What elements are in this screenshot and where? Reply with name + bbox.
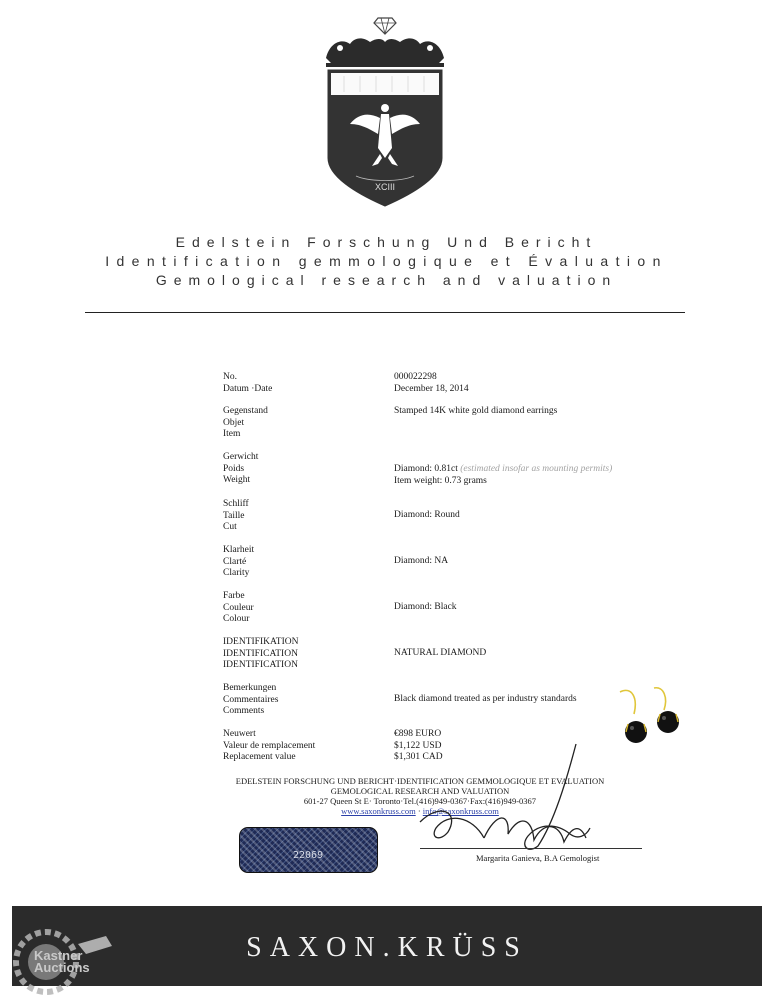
colour-label-en: Colour <box>223 614 250 624</box>
cut-label-en: Cut <box>223 522 237 532</box>
footer-links: www.saxonkruss.com · info@saxonkruss.com <box>341 806 499 816</box>
date-label: Datum ·Date <box>223 383 273 394</box>
colour-label-fr: Couleur <box>223 602 254 613</box>
title-english: Gemological research and valuation <box>155 272 618 288</box>
value-euro: €898 EURO <box>394 729 442 739</box>
footer-line-2: GEMOLOGICAL RESEARCH AND VALUATION <box>330 786 510 796</box>
weight-value-item: Item weight: 0.73 grams <box>394 475 487 486</box>
crest-emblem <box>320 8 450 213</box>
id-label-de: IDENTIFIKATION <box>223 637 299 647</box>
value-usd: $1,122 USD <box>394 740 442 751</box>
value-label-de: Neuwert <box>223 729 256 739</box>
value-cad: $1,301 CAD <box>394 752 443 762</box>
watermark-text <box>34 950 90 974</box>
clarity-value: Diamond: NA <box>394 556 449 566</box>
weight-label-de: Gerwicht <box>223 452 259 462</box>
weight-label-fr: Poids <box>223 463 245 474</box>
value-label-fr: Valeur de remplacement <box>223 740 316 751</box>
signature <box>400 742 640 854</box>
comments-label-de: Bemerkungen <box>223 683 277 693</box>
weight-value-diamond: Diamond: 0.81ct <box>394 464 458 474</box>
signature-line <box>420 848 642 849</box>
earrings-photo <box>606 684 686 750</box>
comments-label-fr: Commentaires <box>223 694 279 705</box>
clarity-label-de: Klarheit <box>223 545 255 555</box>
id-value: NATURAL DIAMOND <box>394 648 487 658</box>
website-link[interactable]: www.saxonkruss.com <box>341 806 416 816</box>
clarity-label-fr: Clarté <box>223 556 247 567</box>
weight-note: (estimated insofar as mounting permits) <box>460 464 613 474</box>
object-label-fr: Objet <box>223 417 245 428</box>
cut-value: Diamond: Round <box>394 510 460 520</box>
no-label: No. <box>223 372 237 382</box>
cut-label-fr: Taille <box>223 510 245 521</box>
weight-label-en: Weight <box>223 475 251 485</box>
footer-address: 601-27 Queen St E· Toronto·Tel.(416)949-0367·Fax:(416)949-0367 <box>303 796 537 806</box>
value-label-en: Replacement value <box>223 752 296 762</box>
watermark-word-1: Kastner <box>34 948 83 963</box>
title-french: Identification gemmologique et Évaluation <box>105 253 668 269</box>
comments-label-en: Comments <box>223 706 265 716</box>
hologram-number: 22069 <box>293 850 324 861</box>
title-divider <box>85 312 685 313</box>
brand-name: SAXON.KRÜSS <box>246 932 528 963</box>
footer-line-1: EDELSTEIN FORSCHUNG UND BERICHT·IDENTIFICATION GEMMOLOGIQUE ET EVALUATION <box>235 776 605 786</box>
cut-label-de: Schliff <box>223 499 249 509</box>
colour-label-de: Farbe <box>223 591 245 601</box>
crest-numeral: XCIII <box>374 182 396 192</box>
report-number: 000022298 <box>394 372 437 382</box>
clarity-label-en: Clarity <box>223 568 250 578</box>
hologram-sticker <box>239 827 378 873</box>
report-date: December 18, 2014 <box>394 383 469 394</box>
id-label-fr: IDENTIFICATION <box>223 648 298 659</box>
colour-value: Diamond: Black <box>394 602 457 612</box>
brand-banner <box>12 906 762 986</box>
signatory-name: Margarita Ganieva, B.A Gemologist <box>476 853 600 863</box>
object-value: Stamped 14K white gold diamond earrings <box>394 406 558 416</box>
comments-value: Black diamond treated as per industry standards <box>394 694 577 704</box>
id-label-en: IDENTIFICATION <box>223 660 298 670</box>
title-german: Edelstein Forschung Und Bericht <box>175 234 598 250</box>
email-link[interactable]: info@saxonkruss.com <box>422 806 499 816</box>
watermark-word-2: Auctions <box>34 960 90 975</box>
object-label-de: Gegenstand <box>223 406 268 416</box>
object-label-en: Item <box>223 429 241 439</box>
